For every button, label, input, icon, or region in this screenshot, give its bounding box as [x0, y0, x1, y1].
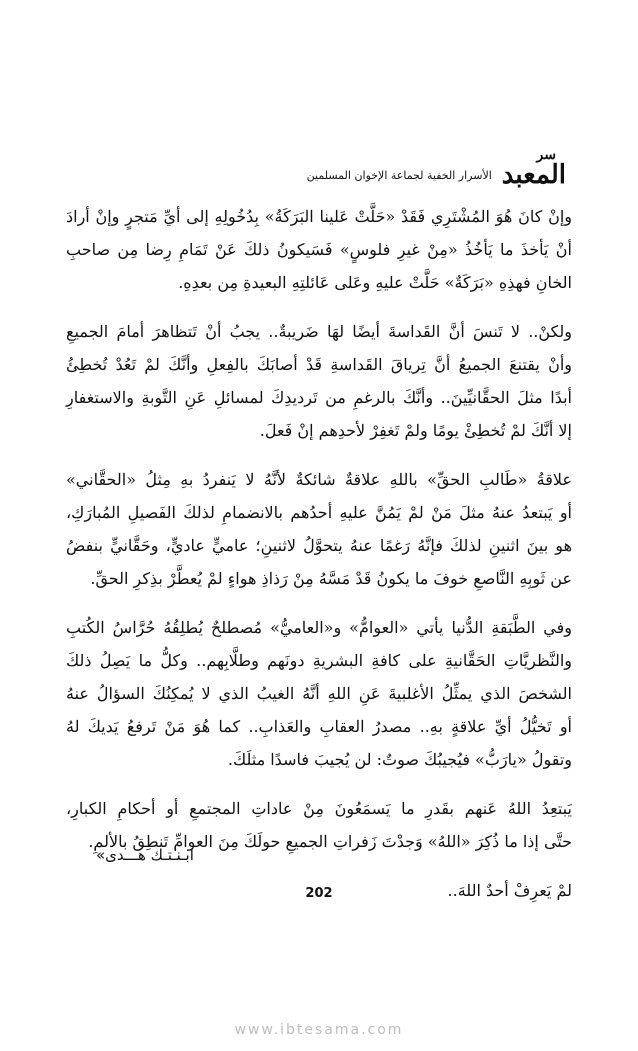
book-subtitle: الأسرار الخفية لجماعة الإخوان المسلمين: [306, 169, 492, 182]
paragraph-line: عن ثَوبِهِ النَّاصعِ خوفَ ما يكونُ قَدْ مَسَّهُ مِنْ رَذاذِ هواءٍ لمْ يُعطَّرْ بذِكرِ الحقِّ.: [90, 569, 572, 588]
paragraph-line: حتَّى إذا ما ذُكِرَ «اللهُ» وَجدْتَ زَفراتِ الجميعِ حولَكَ مِنَ العوامِّ تَنطِقُ بالألمِ.: [88, 832, 572, 851]
book-logo: [502, 148, 566, 188]
logo-main-text: المعبد: [501, 160, 566, 190]
paragraph-line: ولكنْ.. لا تَنسَ أنَّ القَداسةَ أيضًا لهَا ضَريبةٌ.. يجبُ أنْ تَتظاهرَ أمامَ الجميعِ: [66, 322, 572, 341]
paragraph-4: [66, 611, 572, 776]
paragraph-line: وأنْ يقتنعَ الجميعُ أنَّ تِرياقَ القَداسةِ قَدْ أصابَكَ بالفِعلِ وأنَّكَ لمْ تَعُدْ تُخطِئُ: [66, 355, 572, 374]
paragraph-line: الشخصَ الذي يمثِّلُ الأغلبيةَ عَنِ اللهِ أنَّهُ الغيبُ الذي لا يُمكِنُكَ السؤالُ عنهُ: [66, 684, 572, 703]
paragraph-line: أنْ يَأخذَ ما يَأخُذُ «مِنْ غيرِ فلوسٍ» فَسَيكونُ ذلكَ عَنْ تَمَامِ رِضا مِن صاحبِ: [66, 240, 572, 259]
paragraph-line: يَبتعِدُ اللهُ عَنهم بقَدرِ ما يَسمَعُونَ مِنْ عاداتِ المجتمعِ أو أحكامِ الكبارِ،: [66, 799, 572, 818]
paragraph-line: إلا أنَّكَ لمْ تُخطِئْ يومًا ولمْ تَغفِرْ لأحدِهم إنْ فَعلَ.: [259, 421, 572, 440]
paragraph-line: علاقةُ «طَالبِ الحقِّ» باللهِ علاقةٌ شائكةٌ لأنَّهُ لا يَنفردُ بهِ مِثلُ «الحقَّاني»: [66, 470, 572, 489]
page-body: [66, 200, 572, 923]
paragraph-2: [66, 315, 572, 447]
paragraph-line: وتقولُ «يارَبُّ» فيُجيبُكَ صوتٌ: لن يُجيبَ فاسدًا مثلَكَ.: [227, 750, 572, 769]
signature: ابـنـتـك هـــدى»: [96, 846, 194, 864]
paragraph-line: لمْ يَعرِفْ أحدٌ اللهَ..: [447, 881, 572, 900]
paragraph-line: أو تَخيُّلُ أيِّ علاقةٍ بهِ.. مصدرُ العقابِ والعَذابِ.. كما هُوَ مَنْ تَرفعُ يَديكَ لهُ: [66, 717, 572, 736]
paragraph-line: والنَّظريَّاتِ الحَقَّانيةِ على كافةِ البشريةِ دونَهم وطلَّابِهم.. وكلُّ ما يَصِلُ ذلكَ: [66, 651, 572, 670]
paragraph-line: الخانِ فهذِهِ «بَرَكَةٌ» حَلَّتْ عليهِ وعَلى عَائلتِهِ البعيدةِ مِن بعدِهِ.: [178, 273, 572, 292]
paragraph-line: وفي الطَّبَقةِ الدُّنيا يأتي «العوامُّ» و«العاميُّ» مُصطلحٌ يُطلِقُهُ حُرَّاسُ الكُتبِ: [66, 618, 572, 637]
paragraph-line: هو بينَ اثنينِ لذلكَ فإنَّهُ رَغمًا عنهُ يتحوَّلُ لاثنينِ؛ عاميٍّ عاديٍّ، وحَقَّانيٍّ بنفضُ: [66, 536, 572, 555]
paragraph-1: [66, 200, 572, 299]
watermark-url: www.ibtesama.com: [234, 1022, 404, 1038]
paragraph-line: أو يَبتعدُ عنهُ مثلَ مَنْ لمْ يَمُنَّ عليهِ أحدُهم بالانضمامِ لذلكَ الفَصيلِ المُبارَكِ،: [66, 503, 572, 522]
page-header: [72, 140, 566, 188]
page-number: 202: [305, 886, 333, 901]
logo-small-text: سر: [536, 147, 556, 163]
paragraph-line: وإنْ كانَ هُوَ المُشْتَرِي فَقَدْ «حَلَّتْ عَلينا البَرَكَةُ» بِدُخُولِهِ إلى أيِّ مَتجرٍ وإنْ أرادَ: [66, 207, 572, 226]
paragraph-3: [66, 463, 572, 595]
paragraph-line: أبدًا مثلَ الحقَّانيِّينَ.. وأنَّكَ بالرغمِ من تَرديدِكَ لمسائلِ عَنِ التَّوبةِ والاستغفارِ: [66, 388, 572, 407]
